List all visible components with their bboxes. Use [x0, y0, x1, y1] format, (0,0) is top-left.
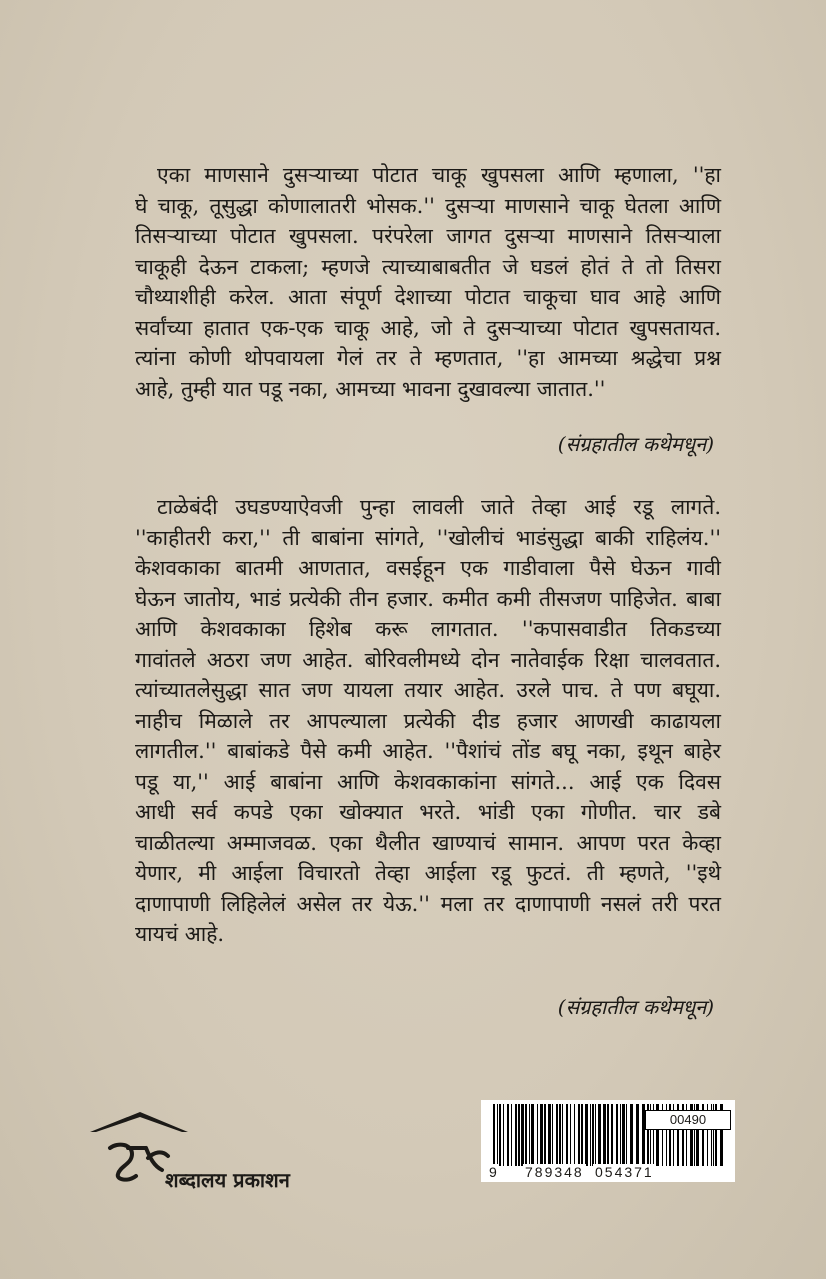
barcode-bar: [607, 1104, 609, 1166]
excerpt-line: घेऊन जातोय, भाडं प्रत्येकी तीन हजार. कमीत कमी तीसजण पाहिजेत. बाबा: [135, 586, 721, 611]
barcode-bar: [540, 1104, 543, 1166]
excerpt-line: टाळेबंदी उघडण्याऐवजी पुन्हा लावली जाते तेव्हा आई रडू लागते.: [157, 495, 721, 519]
excerpt-line: यायचं आहे.: [135, 922, 225, 946]
price-code: 00490: [645, 1110, 731, 1130]
excerpt-1: [135, 160, 721, 404]
excerpt-line: घे चाकू, तूसुद्धा कोणालातरी भोसक.'' दुसऱ्या माणसाने चाकू घेतला आणि: [135, 193, 721, 218]
barcode-bar: [521, 1104, 524, 1166]
barcode-bar: [636, 1104, 639, 1166]
barcode-bar: [566, 1104, 568, 1166]
barcode-bar: [556, 1104, 558, 1166]
barcode-bar: [544, 1104, 546, 1166]
barcode-bar: [574, 1104, 575, 1166]
barcode-bar: [630, 1104, 633, 1166]
barcode-bar: [570, 1104, 571, 1166]
barcode-bar: [497, 1104, 498, 1166]
excerpt-line: तिसऱ्याच्या पोटात खुपसला. परंपरेला जागत दुसऱ्या माणसाने तिसऱ्याला: [135, 224, 721, 248]
barcode-bar: [622, 1104, 625, 1166]
barcode-bar: [525, 1104, 527, 1166]
barcode-bar: [598, 1104, 601, 1166]
publisher-name: शब्दालय प्रकाशन: [165, 1168, 290, 1192]
isbn-group-1: 789348: [525, 1164, 584, 1180]
barcode-bar: [626, 1104, 627, 1166]
barcode-bar: [590, 1104, 591, 1166]
barcode-bar: [548, 1104, 551, 1166]
barcode-bar: [537, 1104, 538, 1166]
barcode-bar: [559, 1104, 561, 1166]
isbn-barcode: [481, 1100, 735, 1182]
excerpt-line: चाळीतल्या अम्माजवळ. एका थैलीत खाण्याचं सामान. आपण परत केव्हा: [135, 830, 721, 855]
excerpt-line: सर्वांच्या हातात एक-एक चाकू आहे, जो ते दुसऱ्याच्या पोटात खुपसतायत.: [135, 315, 721, 340]
excerpt-line: एका माणसाने दुसऱ्याच्या पोटात चाकू खुपसला आणि म्हणाला, ''हा: [157, 163, 721, 187]
barcode-bar: [511, 1104, 512, 1166]
excerpt-line: लागतील.'' बाबांकडे पैसे कमी आहेत. ''पैशांचं तोंड बघू नका, इथून बाहेर: [135, 739, 721, 763]
barcode-bar: [531, 1104, 534, 1166]
excerpt-line: गावांतले अठरा जण आहेत. बोरिवलीमध्ये दोन नातेवाईक रिक्षा चालवतात.: [135, 647, 721, 672]
excerpt-line: आहे, तुम्ही यात पडू नका, आमच्या भावना दुखावल्या जातात.'': [135, 376, 606, 401]
barcode-bar: [611, 1104, 613, 1166]
isbn-group-2: 054371: [595, 1164, 654, 1180]
barcode-bar: [581, 1104, 583, 1166]
excerpt-line: पडू या,'' आई बाबांना आणि केशवकाकांना सांगते... आई एक दिवस: [135, 769, 721, 794]
excerpt-line: ''काहीतरी करा,'' ती बाबांना सांगते, ''खोलीचं भाडंसुद्धा बाकी राहिलंय.'': [135, 525, 721, 550]
barcode-bar: [620, 1104, 621, 1166]
barcode-bar: [518, 1104, 520, 1166]
barcode-bar: [552, 1104, 553, 1166]
barcode-bar: [503, 1104, 504, 1166]
barcode-bar: [562, 1104, 563, 1166]
barcode-bar: [603, 1104, 606, 1166]
excerpt-line: नाहीच मिळाले तर आपल्याला प्रत्येकी दीड हजार आणखी काढायला: [135, 708, 721, 733]
excerpt-line: येणार, मी आईला विचारतो तेव्हा आईला रडू फुटतं. ती म्हणते, ''इथे: [135, 861, 721, 885]
barcode-bar: [493, 1104, 495, 1166]
barcode-bar: [507, 1104, 509, 1166]
excerpt-line: आणि केशवकाका हिशेब करू लागतात. ''कपासवाडीत तिकडच्या: [135, 617, 721, 641]
isbn-lead-digit: 9: [489, 1164, 497, 1180]
excerpt-2: [135, 492, 721, 950]
barcode-bar: [616, 1104, 618, 1166]
excerpt-line: केशवकाका बातमी आणतात, वसईहून एक गाडीवाला पैसे घेऊन गावी: [135, 556, 721, 580]
excerpt-line: आधी सर्व कपडे एका खोक्यात भरते. भांडी एका गोणीत. चार डबे: [135, 800, 721, 824]
excerpt-1-source: (संग्रहातील कथेमधून): [557, 432, 714, 456]
excerpt-2-source: (संग्रहातील कथेमधून): [557, 995, 714, 1019]
excerpt-line: दाणापाणी लिहिलेलं असेल तर येऊ.'' मला तर दाणापाणी नसलं तरी परत: [135, 891, 721, 916]
barcode-bar: [515, 1104, 517, 1166]
barcode-bar: [578, 1104, 580, 1166]
barcode-bar: [529, 1104, 530, 1166]
barcode-bar: [585, 1104, 588, 1166]
barcode-bar: [499, 1104, 501, 1166]
barcode-bar: [595, 1104, 596, 1166]
excerpt-line: चौथ्याशीही करेल. आता संपूर्ण देशाच्या पोटात चाकूचा घाव आहे आणि: [135, 285, 721, 309]
excerpt-line: चाकूही देऊन टाकला; म्हणजे त्याच्याबाबतीत जे घडलं होतं ते तो तिसरा: [135, 254, 721, 279]
excerpt-line: त्यांना कोणी थोपवायला गेलं तर ते म्हणतात, ''हा आमच्या श्रद्धेचा प्रश्न: [135, 346, 721, 370]
excerpt-line: त्यांच्यातलेसुद्धा सात जण यायला तयार आहेत. उरले पाच. ते पण बघूया.: [135, 678, 721, 702]
barcode-bar: [592, 1104, 594, 1166]
